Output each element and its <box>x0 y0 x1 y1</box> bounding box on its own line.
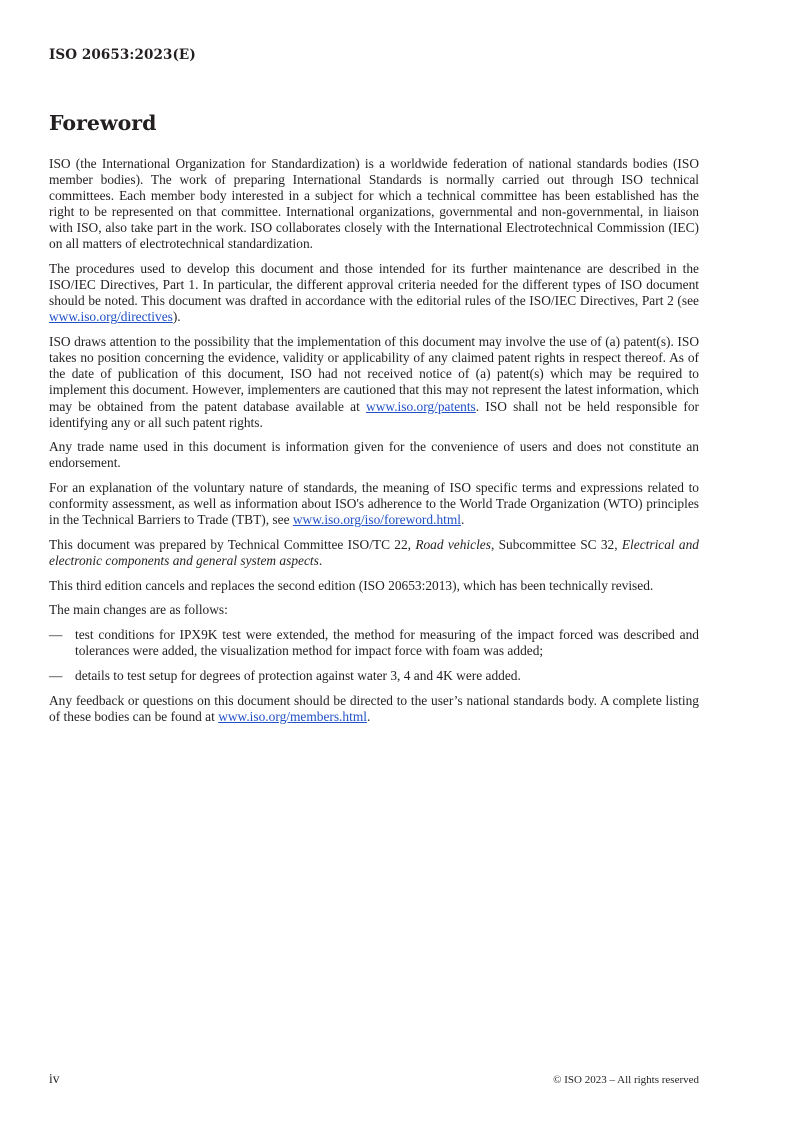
paragraph-edition: This third edition cancels and replaces the second edition (ISO 20653:2013), which has been technically revised. <box>49 577 654 593</box>
directives-link[interactable]: www.iso.org/directives <box>49 309 173 325</box>
list-item <box>49 668 699 684</box>
paragraph-patents <box>49 334 699 431</box>
list-item-text: details to test setup for degrees of protection against water 3, 4 and 4K were added. <box>75 667 521 683</box>
paragraph-trade-name: Any trade name used in this document is information given for the convenience of users and does not constitute an endorsement. <box>49 439 699 471</box>
paragraph-committee <box>49 537 699 569</box>
page-number: iv <box>49 1071 60 1086</box>
dash-bullet: — <box>49 667 63 683</box>
list-item <box>49 627 699 659</box>
copyright-notice: © ISO 2023 – All rights reserved <box>553 1074 699 1086</box>
paragraph-procedures <box>49 261 699 325</box>
paragraph-procedures-end: ). <box>172 309 181 325</box>
paragraph-committee-mid: , Subcommittee SC 32, <box>490 536 622 552</box>
committee-name: Road vehicles <box>415 536 491 552</box>
document-identifier: ISO 20653:2023(E) <box>49 47 196 63</box>
page-footer <box>49 1071 699 1087</box>
list-item-text: test conditions for IPX9K test were extended, the method for measuring of the impact forced was described and tolerances were added, the visualization method for impact force with foam was added; <box>75 627 699 659</box>
patents-link[interactable]: www.iso.org/patents <box>366 398 476 414</box>
foreword-body <box>49 156 699 733</box>
paragraph-feedback-end: . <box>366 708 371 724</box>
dash-bullet: — <box>49 627 63 643</box>
paragraph-voluntary-nature <box>49 480 699 528</box>
paragraph-committee-end: . <box>318 553 323 569</box>
foreword-link[interactable]: www.iso.org/iso/foreword.html <box>292 512 461 528</box>
paragraph-iso-federation: ISO (the International Organization for Standardization) is a worldwide federation of national standards bodies (ISO member bodies). The work of preparing International Standards is normally carried out through ISO technical committees. Each member body interested in a subject for which a technical committee has been established has the right to be represented on that committee. International organizations, governmental and non-governmental, in liaison with ISO, also take part in the work. ISO collaborates closely with the International Electrotechnical Commission (IEC) on all matters of electrotechnical standardization. <box>49 156 699 252</box>
paragraph-changes-intro: The main changes are as follows: <box>49 602 228 618</box>
paragraph-feedback-text: Any feedback or questions on this document should be directed to the user’s national standards body. A complete listing of these bodies can be found at <box>49 692 699 724</box>
paragraph-patents-text: ISO draws attention to the possibility that the implementation of this document may involve the use of (a) patent(s). ISO takes no position concerning the evidence, validity or applicability of any claimed patent rights in respect thereof. As of the date of publication of this document, ISO had not received notice of (a) patent(s) which may be required to implement this document. However, implementers are cautioned that this may not represent the latest information, which may be obtained from the patent database available at <box>49 334 699 414</box>
paragraph-patents-end: . ISO shall not be held responsible for identifying any or all such patent rights. <box>49 398 699 430</box>
subcommittee-name: Electrical and electronic components and general system aspects <box>49 536 700 569</box>
members-link[interactable]: www.iso.org/members.html <box>218 708 367 724</box>
paragraph-voluntary-nature-end: . <box>461 512 465 528</box>
paragraph-committee-text: This document was prepared by Technical Committee ISO/TC 22, <box>49 536 416 552</box>
page-title: Foreword <box>49 111 157 135</box>
changes-list <box>49 627 699 684</box>
paragraph-procedures-text: The procedures used to develop this document and those intended for its further maintenance are described in the ISO/IEC Directives, Part 1. In particular, the different approval criteria needed for the different types of ISO document should be noted. This document was drafted in accordance with the editorial rules of the ISO/IEC Directives, Part 2 (see <box>49 261 699 309</box>
paragraph-voluntary-nature-text: For an explanation of the voluntary nature of standards, the meaning of ISO specific terms and expressions related to conformity assessment, as well as information about ISO's adherence to the World Trade Organization (WTO) principles in the Technical Barriers to Trade (TBT), see <box>49 480 699 528</box>
paragraph-feedback <box>49 693 699 725</box>
